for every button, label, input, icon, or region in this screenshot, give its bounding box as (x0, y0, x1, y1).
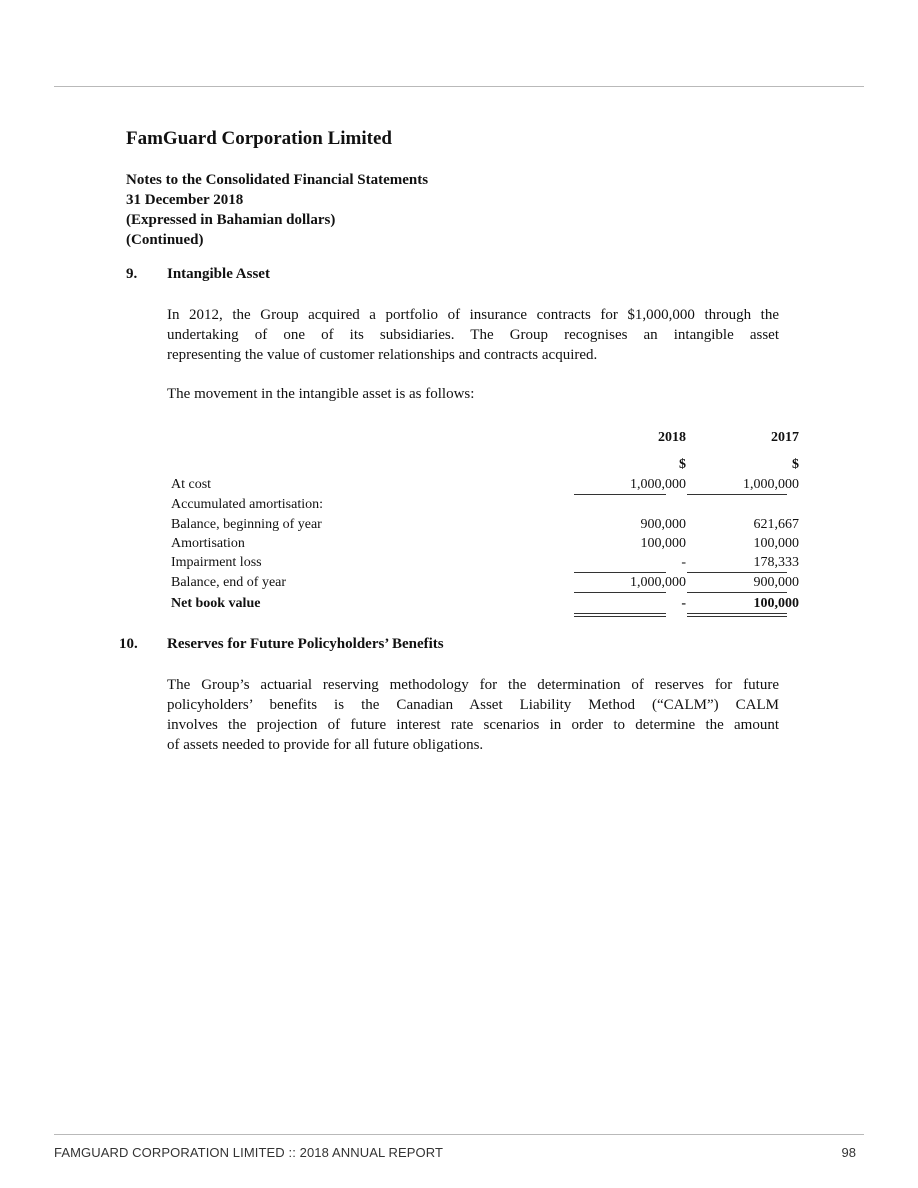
cell-2017: 100,000 (753, 596, 799, 611)
heading-line: 31 December 2018 (126, 192, 244, 208)
double-underline (574, 613, 666, 617)
top-rule (54, 86, 864, 87)
row-label: Balance, end of year (171, 575, 287, 590)
column-header-2018: 2018 (658, 430, 686, 445)
row-label: At cost (171, 477, 212, 492)
underline (687, 572, 787, 573)
paragraph-line: undertaking of one of its subsidiaries. The Group recognises an intangible asset (167, 327, 779, 343)
note-9-title: Intangible Asset (167, 266, 270, 282)
cell-2017: 900,000 (753, 575, 799, 590)
cell-2017: 178,333 (753, 555, 799, 570)
currency-2017: $ (792, 457, 799, 472)
row-label: Amortisation (171, 536, 245, 551)
underline (687, 592, 787, 593)
row-label: Accumulated amortisation: (171, 497, 324, 512)
note-10-title: Reserves for Future Policyholders’ Benefits (167, 636, 444, 652)
underline (574, 572, 666, 573)
column-header-2017: 2017 (771, 430, 799, 445)
paragraph-line: involves the projection of future interest rate scenarios in order to determine the amount (167, 717, 779, 733)
row-label: Impairment loss (171, 555, 262, 570)
heading-line: Notes to the Consolidated Financial Statements (126, 172, 429, 188)
row-label: Balance, beginning of year (171, 517, 322, 532)
footer-report-title: FAMGUARD CORPORATION LIMITED :: 2018 ANNUAL REPORT (54, 1145, 444, 1160)
row-label: Net book value (171, 596, 261, 611)
paragraph-line: of assets needed to provide for all future obligations. (167, 737, 484, 753)
cell-2017: 100,000 (753, 536, 799, 551)
underline (687, 494, 787, 495)
note-9-paragraph (167, 305, 779, 365)
bottom-rule (54, 1134, 864, 1135)
currency-2018: $ (679, 457, 686, 472)
heading-line: (Continued) (126, 232, 204, 248)
double-underline (687, 613, 787, 617)
intangible-asset-table (171, 430, 799, 620)
paragraph-line: The Group’s actuarial reserving methodology for the determination of reserves for future (167, 677, 779, 693)
paragraph-line: The movement in the intangible asset is as follows: (167, 386, 475, 402)
cell-2018: - (681, 596, 686, 611)
cell-2018: - (681, 555, 686, 570)
note-10-number: 10. (119, 636, 138, 652)
cell-2018: 1,000,000 (630, 575, 686, 590)
statement-heading (126, 170, 428, 250)
underline (574, 494, 666, 495)
paragraph-line: policyholders’ benefits is the Canadian Asset Liability Method (“CALM”) CALM (167, 697, 779, 713)
underline (574, 592, 666, 593)
note-9-table-intro (167, 384, 779, 404)
cell-2017: 621,667 (753, 517, 799, 532)
cell-2018: 900,000 (640, 517, 686, 532)
note-10-paragraph (167, 675, 779, 755)
cell-2017: 1,000,000 (743, 477, 799, 492)
heading-line: (Expressed in Bahamian dollars) (126, 212, 336, 228)
paragraph-line: representing the value of customer relationships and contracts acquired. (167, 347, 598, 363)
note-9-number: 9. (126, 266, 138, 282)
cell-2018: 1,000,000 (630, 477, 686, 492)
company-name: FamGuard Corporation Limited (126, 128, 392, 149)
cell-2018: 100,000 (640, 536, 686, 551)
page-number: 98 (841, 1145, 856, 1160)
paragraph-line: In 2012, the Group acquired a portfolio of insurance contracts for $1,000,000 through the (167, 307, 779, 323)
